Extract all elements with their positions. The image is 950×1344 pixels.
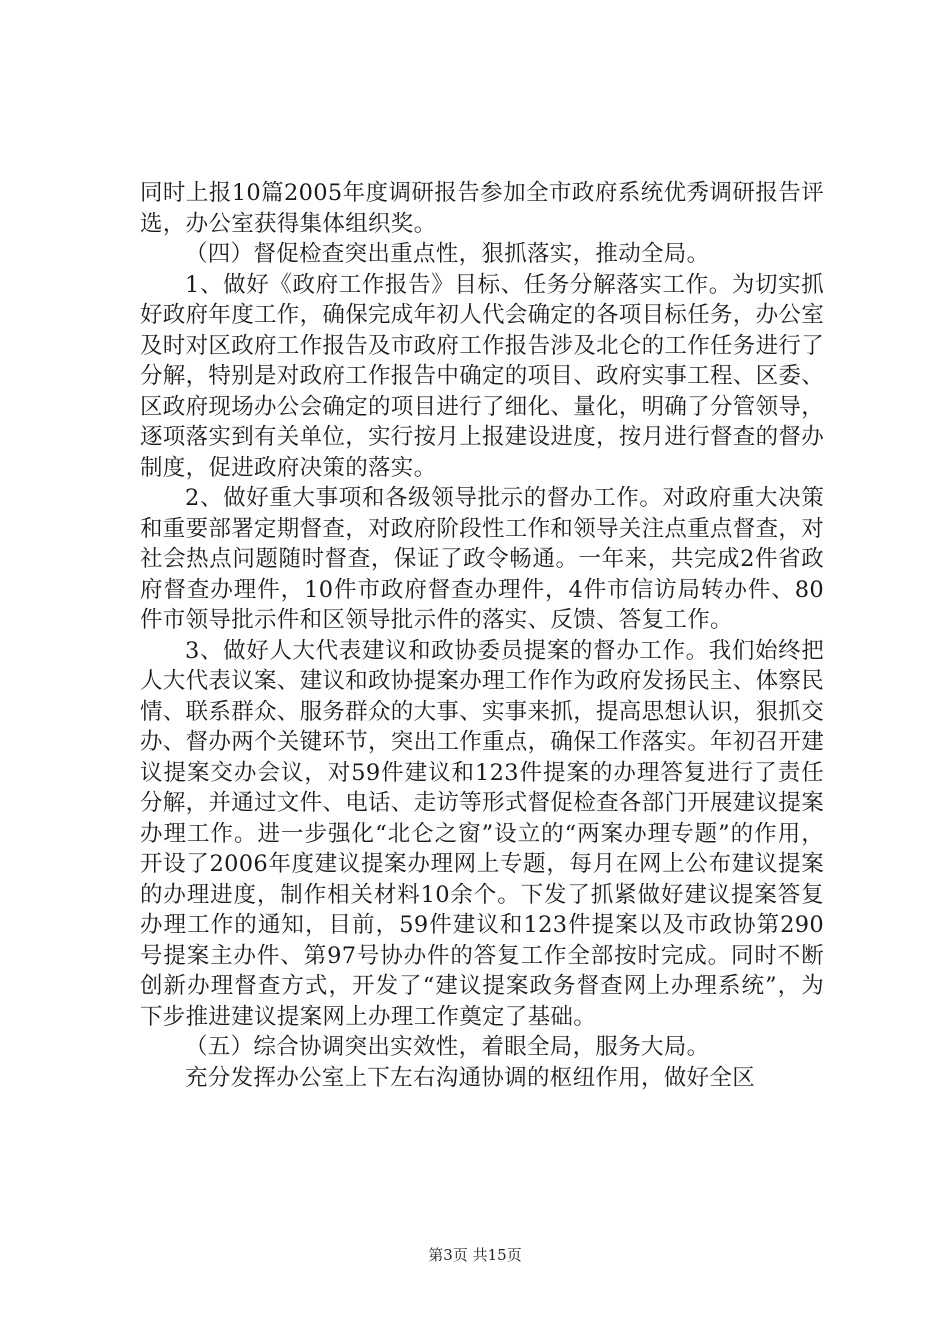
document-body [140, 178, 824, 1093]
section-heading-5: （五）综合协调突出实效性，着眼全局，服务大局。 [185, 1034, 710, 1060]
section-heading-4: （四）督促检查突出重点性，狠抓落实，推动全局。 [185, 241, 710, 267]
paragraph-item-2: 2、做好重大事项和各级领导批示的督办工作。对政府重大决策和重要部署定期督查，对政府阶段性工作和领导关注点重点督查，对社会热点问题随时督查，保证了政令畅通。一年来，共完成2件省政府督查办理件，10件市政府督查办理件，4件市信访局转办件、80件市领导批示件和区领导批示件的落实、反馈、答复工作。 [140, 485, 825, 633]
page-footer [0, 1245, 950, 1265]
paragraph-continuation: 同时上报10篇2005年度调研报告参加全市政府系统优秀调研报告评选，办公室获得集体组织奖。 [140, 180, 824, 237]
page-number-label: 第3页 共15页 [428, 1246, 522, 1264]
paragraph-item-1: 1、做好《政府工作报告》目标、任务分解落实工作。为切实抓好政府年度工作，确保完成年初人代会确定的各项目标任务，办公室及时对区政府工作报告及市政府工作报告涉及北仑的工作任务进行了分解，特别是对政府工作报告中确定的项目、政府实事工程、区委、区政府现场办公会确定的项目进行了细化、量化，明确了分管领导，逐项落实到有关单位，实行按月上报建设进度，按月进行督查的督办制度，促进政府决策的落实。 [140, 271, 825, 481]
paragraph-section-5-start: 充分发挥办公室上下左右沟通协调的枢纽作用，做好全区 [185, 1064, 756, 1091]
paragraph-item-3: 3、做好人大代表建议和政协委员提案的督办工作。我们始终把人大代表议案、建议和政协提案办理工作作为政府发扬民主、体察民情、联系群众、服务群众的大事、实事来抓，提高思想认识，狠抓交办、督办两个关键环节，突出工作重点，确保工作落实。年初召开建议提案交办会议，对59件建议和123件提案的办理答复进行了责任分解，并通过文件、电话、走访等形式督促检查各部门开展建议提案办理工作。进一步强化“北仑之窗”设立的“两案办理专题”的作用，开设了2006年度建议提案办理网上专题，每月在网上公布建议提案的办理进度，制作相关材料10余个。下发了抓紧做好建议提案答复办理工作的通知，目前，59件建议和123件提案以及市政协第290号提案主办件、第97号协办件的答复工作全部按时完成。同时不断创新办理督查方式，开发了“建议提案政务督查网上办理系统”，为下步推进建议提案网上办理工作奠定了基础。 [140, 637, 825, 1030]
